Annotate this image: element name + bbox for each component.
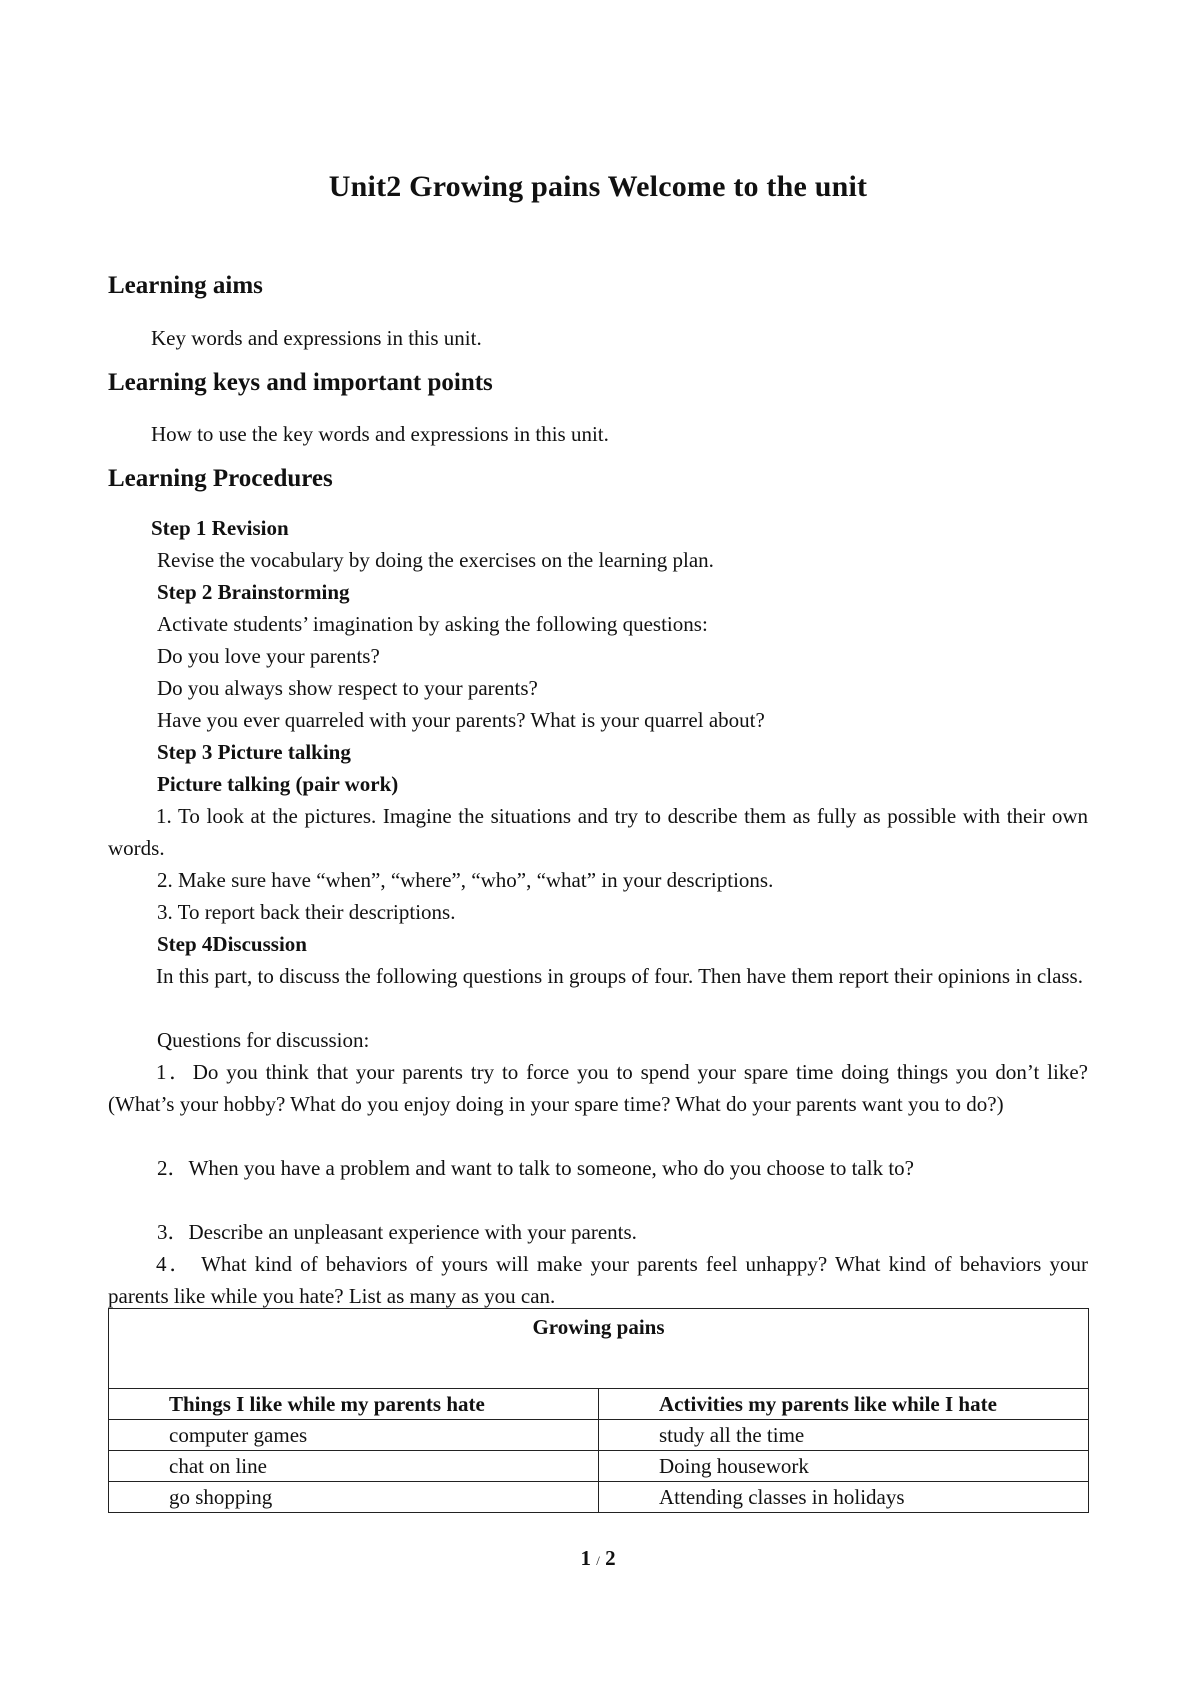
learning-keys-heading: Learning keys and important points <box>108 369 493 396</box>
step4-question-4 <box>108 1248 1088 1312</box>
page-separator: / <box>596 1553 600 1568</box>
learning-procedures-heading: Learning Procedures <box>108 465 333 492</box>
page-total: 2 <box>605 1546 616 1570</box>
page-current: 1 <box>580 1546 591 1570</box>
growing-pains-table <box>108 1308 1089 1513</box>
step2-question-3: Have you ever quarreled with your parents? What is your quarrel about? <box>157 708 765 732</box>
step2-question-2: Do you always show respect to your parents? <box>157 676 538 700</box>
step4-intro <box>108 960 1088 992</box>
table-cell: go shopping <box>109 1482 599 1513</box>
step4-question-2: 2．When you have a problem and want to talk to someone, who do you choose to talk to? <box>157 1156 914 1180</box>
step4-question-4-text: 4． What kind of behaviors of yours will make your parents feel unhappy? What kind of behaviors your parents like while you hate? List as many as you can. <box>108 1252 1088 1308</box>
step4-question-1 <box>108 1056 1088 1120</box>
table-cell: Doing housework <box>599 1451 1089 1482</box>
step3-item-1 <box>108 800 1088 864</box>
document-title: Unit2 Growing pains Welcome to the unit <box>328 170 868 203</box>
step4-question-1-text: 1．Do you think that your parents try to force you to spend your spare time doing things you don’t like? (What’s your hobby? What do you enjoy doing in your spare time? What do your parents want you to do?) <box>108 1060 1088 1116</box>
step3-subheading: Picture talking (pair work) <box>157 772 399 796</box>
learning-aims-heading: Learning aims <box>108 272 263 299</box>
column-header-things-i-like: Things I like while my parents hate <box>109 1389 599 1420</box>
step2-question-1: Do you love your parents? <box>157 644 380 668</box>
step2-intro: Activate students’ imagination by asking the following questions: <box>157 612 708 636</box>
step3-heading: Step 3 Picture talking <box>157 740 351 764</box>
table-row <box>109 1420 1089 1451</box>
table-cell: chat on line <box>109 1451 599 1482</box>
column-header-activities-parents-like: Activities my parents like while I hate <box>599 1389 1089 1420</box>
table-cell: study all the time <box>599 1420 1089 1451</box>
table-row <box>109 1451 1089 1482</box>
step4-intro-text: In this part, to discuss the following questions in groups of four. Then have them report their opinions in class. <box>156 964 1083 988</box>
step4-heading: Step 4Discussion <box>157 932 307 956</box>
step2-heading: Step 2 Brainstorming <box>157 580 350 604</box>
table-header-row <box>109 1389 1089 1420</box>
table-caption: Growing pains <box>109 1309 1089 1389</box>
step4-question-3: 3．Describe an unpleasant experience with your parents. <box>157 1220 637 1244</box>
step1-heading: Step 1 Revision <box>151 516 289 540</box>
table-cell: Attending classes in holidays <box>599 1482 1089 1513</box>
learning-keys-text: How to use the key words and expressions in this unit. <box>151 422 609 446</box>
step3-item-2: 2. Make sure have “when”, “where”, “who”, “what” in your descriptions. <box>157 868 774 892</box>
step3-item-1-text: 1. To look at the pictures. Imagine the situations and try to describe them as fully as possible with their own words. <box>108 804 1088 860</box>
page-number <box>108 1546 1088 1571</box>
table-row <box>109 1482 1089 1513</box>
step3-item-3: 3. To report back their descriptions. <box>157 900 456 924</box>
step1-text: Revise the vocabulary by doing the exercises on the learning plan. <box>157 548 714 572</box>
table-cell: computer games <box>109 1420 599 1451</box>
step4-questions-label: Questions for discussion: <box>157 1028 370 1052</box>
learning-aims-text: Key words and expressions in this unit. <box>151 326 482 350</box>
